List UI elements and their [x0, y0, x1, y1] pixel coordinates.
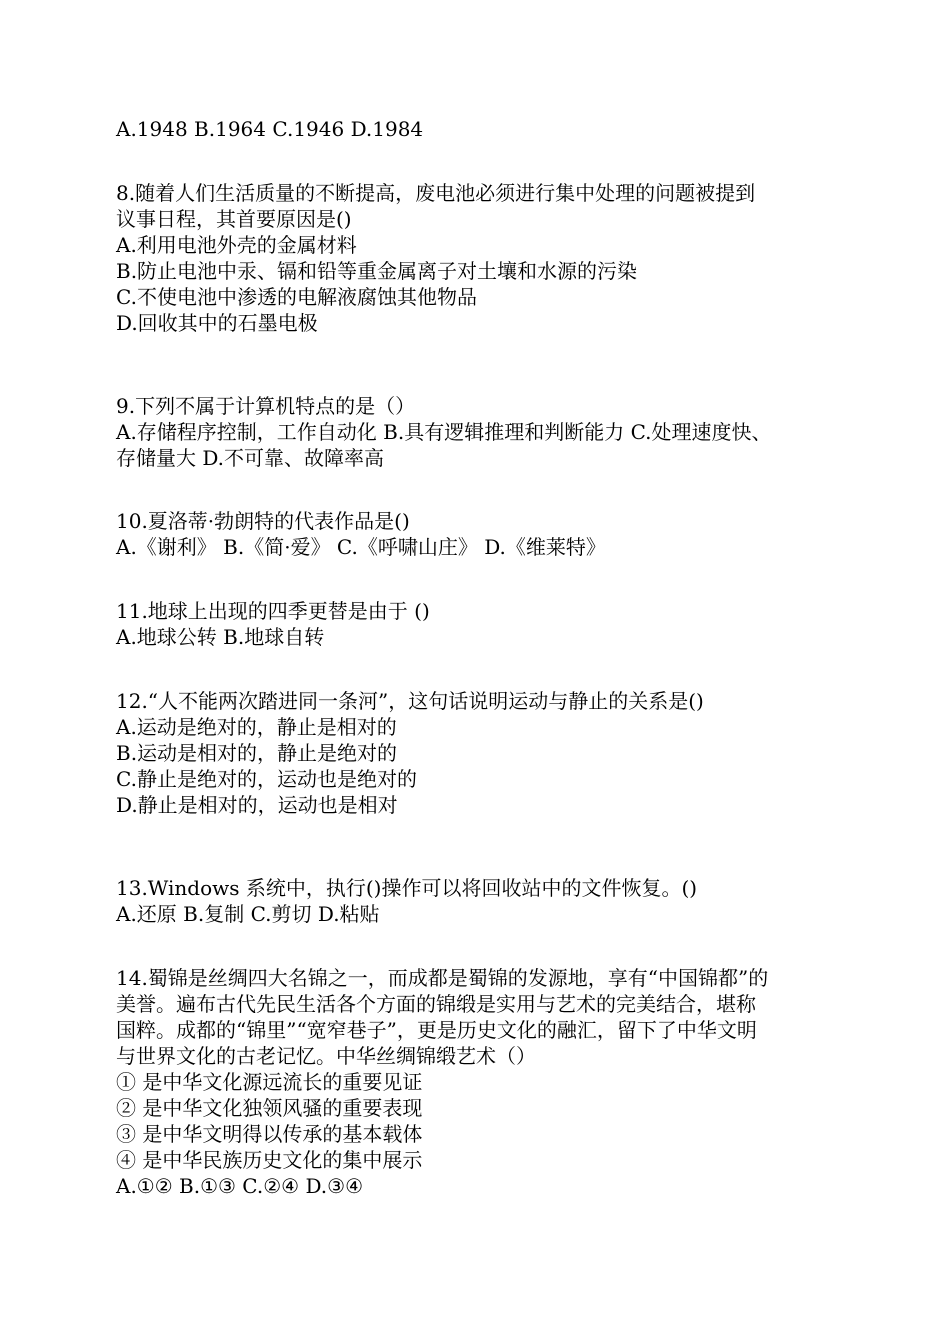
q8-stem-line-1: 8.随着人们生活质量的不断提高，废电池必须进行集中处理的问题被提到	[116, 181, 756, 205]
q14-statement-4: ④ 是中华民族历史文化的集中展示	[116, 1148, 423, 1172]
q14-stem-line-1: 14.蜀锦是丝绸四大名锦之一，而成都是蜀锦的发源地，享有“中国锦都”的	[116, 966, 769, 990]
q8-option-a: A.利用电池外壳的金属材料	[116, 233, 357, 257]
q14-statement-2: ② 是中华文化独领风骚的重要表现	[116, 1096, 423, 1120]
q12-option-d: D.静止是相对的，运动也是相对	[116, 793, 398, 817]
q11-stem: 11.地球上出现的四季更替是由于 ()	[116, 599, 430, 623]
q14-statement-1: ① 是中华文化源远流长的重要见证	[116, 1070, 423, 1094]
q7-options: A.1948 B.1964 C.1946 D.1984	[116, 117, 424, 141]
q13-options: A.还原 B.复制 C.剪切 D.粘贴	[116, 902, 380, 926]
q14-stem-line-4: 与世界文化的古老记忆。中华丝绸锦缎艺术（）	[116, 1044, 536, 1068]
q12-option-b: B.运动是相对的，静止是绝对的	[116, 741, 398, 765]
q14-statement-3: ③ 是中华文明得以传承的基本载体	[116, 1122, 423, 1146]
q13-stem: 13.Windows 系统中，执行()操作可以将回收站中的文件恢复。()	[116, 876, 698, 900]
q8-option-b: B.防止电池中汞、镉和铅等重金属离子对土壤和水源的污染	[116, 259, 638, 283]
q10-options: A.《谢利》 B.《简·爱》 C.《呼啸山庄》 D.《维莱特》	[116, 535, 606, 559]
q9-options-line-2: 存储量大 D.不可靠、故障率高	[116, 446, 385, 470]
q9-stem: 9.下列不属于计算机特点的是（）	[116, 394, 416, 418]
q8-option-c: C.不使电池中渗透的电解液腐蚀其他物品	[116, 285, 477, 309]
q10-stem: 10.夏洛蒂·勃朗特的代表作品是()	[116, 509, 410, 533]
q8-stem-line-2: 议事日程，其首要原因是()	[116, 207, 352, 231]
q14-stem-line-3: 国粹。成都的“锦里”“宽窄巷子”，更是历史文化的融汇，留下了中华文明	[116, 1018, 757, 1042]
q12-option-a: A.运动是绝对的，静止是相对的	[116, 715, 397, 739]
q14-options: A.①② B.①③ C.②④ D.③④	[116, 1174, 363, 1198]
q12-stem: 12.“人不能两次踏进同一条河”，这句话说明运动与静止的关系是()	[116, 689, 704, 713]
q11-options: A.地球公转 B.地球自转	[116, 625, 325, 649]
q12-option-c: C.静止是绝对的，运动也是绝对的	[116, 767, 417, 791]
q8-option-d: D.回收其中的石墨电极	[116, 311, 318, 335]
q14-stem-line-2: 美誉。遍布古代先民生活各个方面的锦缎是实用与艺术的完美结合，堪称	[116, 992, 756, 1016]
q9-options-line-1: A.存储程序控制，工作自动化 B.具有逻辑推理和判断能力 C.处理速度快、	[116, 420, 772, 444]
